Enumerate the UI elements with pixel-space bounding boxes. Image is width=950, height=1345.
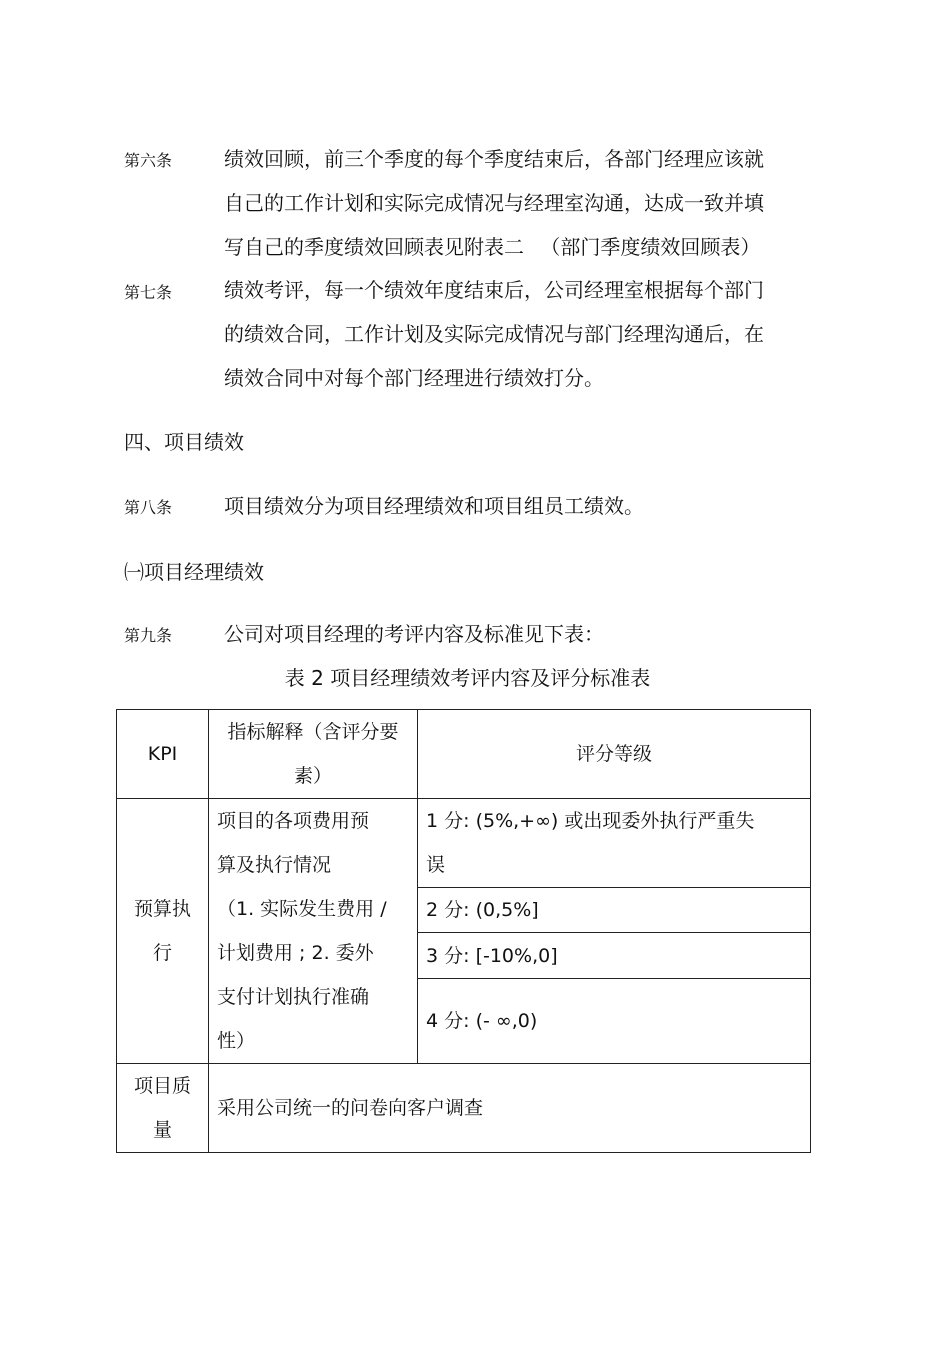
table-row — [117, 799, 811, 888]
subsection-heading: ㈠项目经理绩效 — [124, 560, 264, 584]
grade-2: 2 分: (0,5%] — [418, 888, 811, 933]
article-6-line: 写自己的季度绩效回顾表见附表二 （部门季度绩效回顾表） — [224, 235, 761, 259]
article-8-label: 第八条 — [124, 498, 173, 517]
header-grade: 评分等级 — [418, 710, 811, 799]
header-kpi: KPI — [117, 710, 209, 799]
explanation-budget-line: （1. 实际发生费用 / — [217, 898, 387, 920]
article-6-line: 绩效回顾，前三个季度的每个季度结束后，各部门经理应该就 — [224, 147, 764, 171]
kpi-quality-line: 项目质 — [133, 1075, 191, 1097]
grade-1-line: 误 — [426, 854, 446, 876]
grade-1-line: 1 分: (5%,+∞) 或出现委外执行严重失 — [426, 810, 755, 832]
header-explanation-line: 指标解释（含评分要 — [227, 721, 399, 743]
article-7-line: 绩效考评，每一个绩效年度结束后，公司经理室根据每个部门 — [224, 278, 764, 302]
table-header-row — [117, 710, 811, 799]
table-row — [117, 1064, 811, 1153]
explanation-budget — [209, 799, 418, 1064]
explanation-budget-line: 支付计划执行准确 — [217, 986, 370, 1008]
kpi-quality-line: 量 — [152, 1119, 172, 1141]
explanation-budget-line: 算及执行情况 — [217, 854, 332, 876]
article-7-text — [224, 268, 794, 400]
article-7-line: 的绩效合同，工作计划及实际完成情况与部门经理沟通后，在 — [224, 322, 764, 346]
kpi-budget — [117, 799, 209, 1064]
explanation-budget-line: 性） — [217, 1030, 256, 1052]
article-7-label: 第七条 — [124, 283, 173, 302]
article-9-text — [224, 612, 794, 656]
section-heading: 四、项目绩效 — [124, 430, 244, 454]
grade-1 — [418, 799, 811, 888]
explanation-quality: 采用公司统一的问卷向客户调查 — [209, 1064, 811, 1153]
grade-4: 4 分: (- ∞,0) — [418, 978, 811, 1063]
article-9-label: 第九条 — [124, 626, 173, 645]
kpi-budget-line: 预算执 — [133, 898, 191, 920]
article-6-label: 第六条 — [124, 151, 173, 170]
explanation-budget-line: 计划费用 ; 2. 委外 — [217, 942, 374, 964]
header-explanation — [209, 710, 418, 799]
article-8-text — [224, 484, 794, 528]
kpi-quality — [117, 1064, 209, 1153]
article-6-text — [224, 137, 794, 269]
kpi-table — [116, 709, 811, 1153]
article-7-line: 绩效合同中对每个部门经理进行绩效打分。 — [224, 366, 604, 390]
article-9-line: 公司对项目经理的考评内容及标准见下表： — [224, 622, 604, 646]
explanation-budget-line: 项目的各项费用预 — [217, 810, 370, 832]
article-8-line: 项目绩效分为项目经理绩效和项目组员工绩效。 — [224, 494, 644, 518]
table-caption: 表 2 项目经理绩效考评内容及评分标准表 — [284, 666, 651, 690]
header-explanation-line: 素） — [293, 765, 332, 787]
article-6-line: 自己的工作计划和实际完成情况与经理室沟通，达成一致并填 — [224, 191, 764, 215]
kpi-budget-line: 行 — [152, 942, 172, 964]
grade-3: 3 分: [-10%,0] — [418, 933, 811, 978]
